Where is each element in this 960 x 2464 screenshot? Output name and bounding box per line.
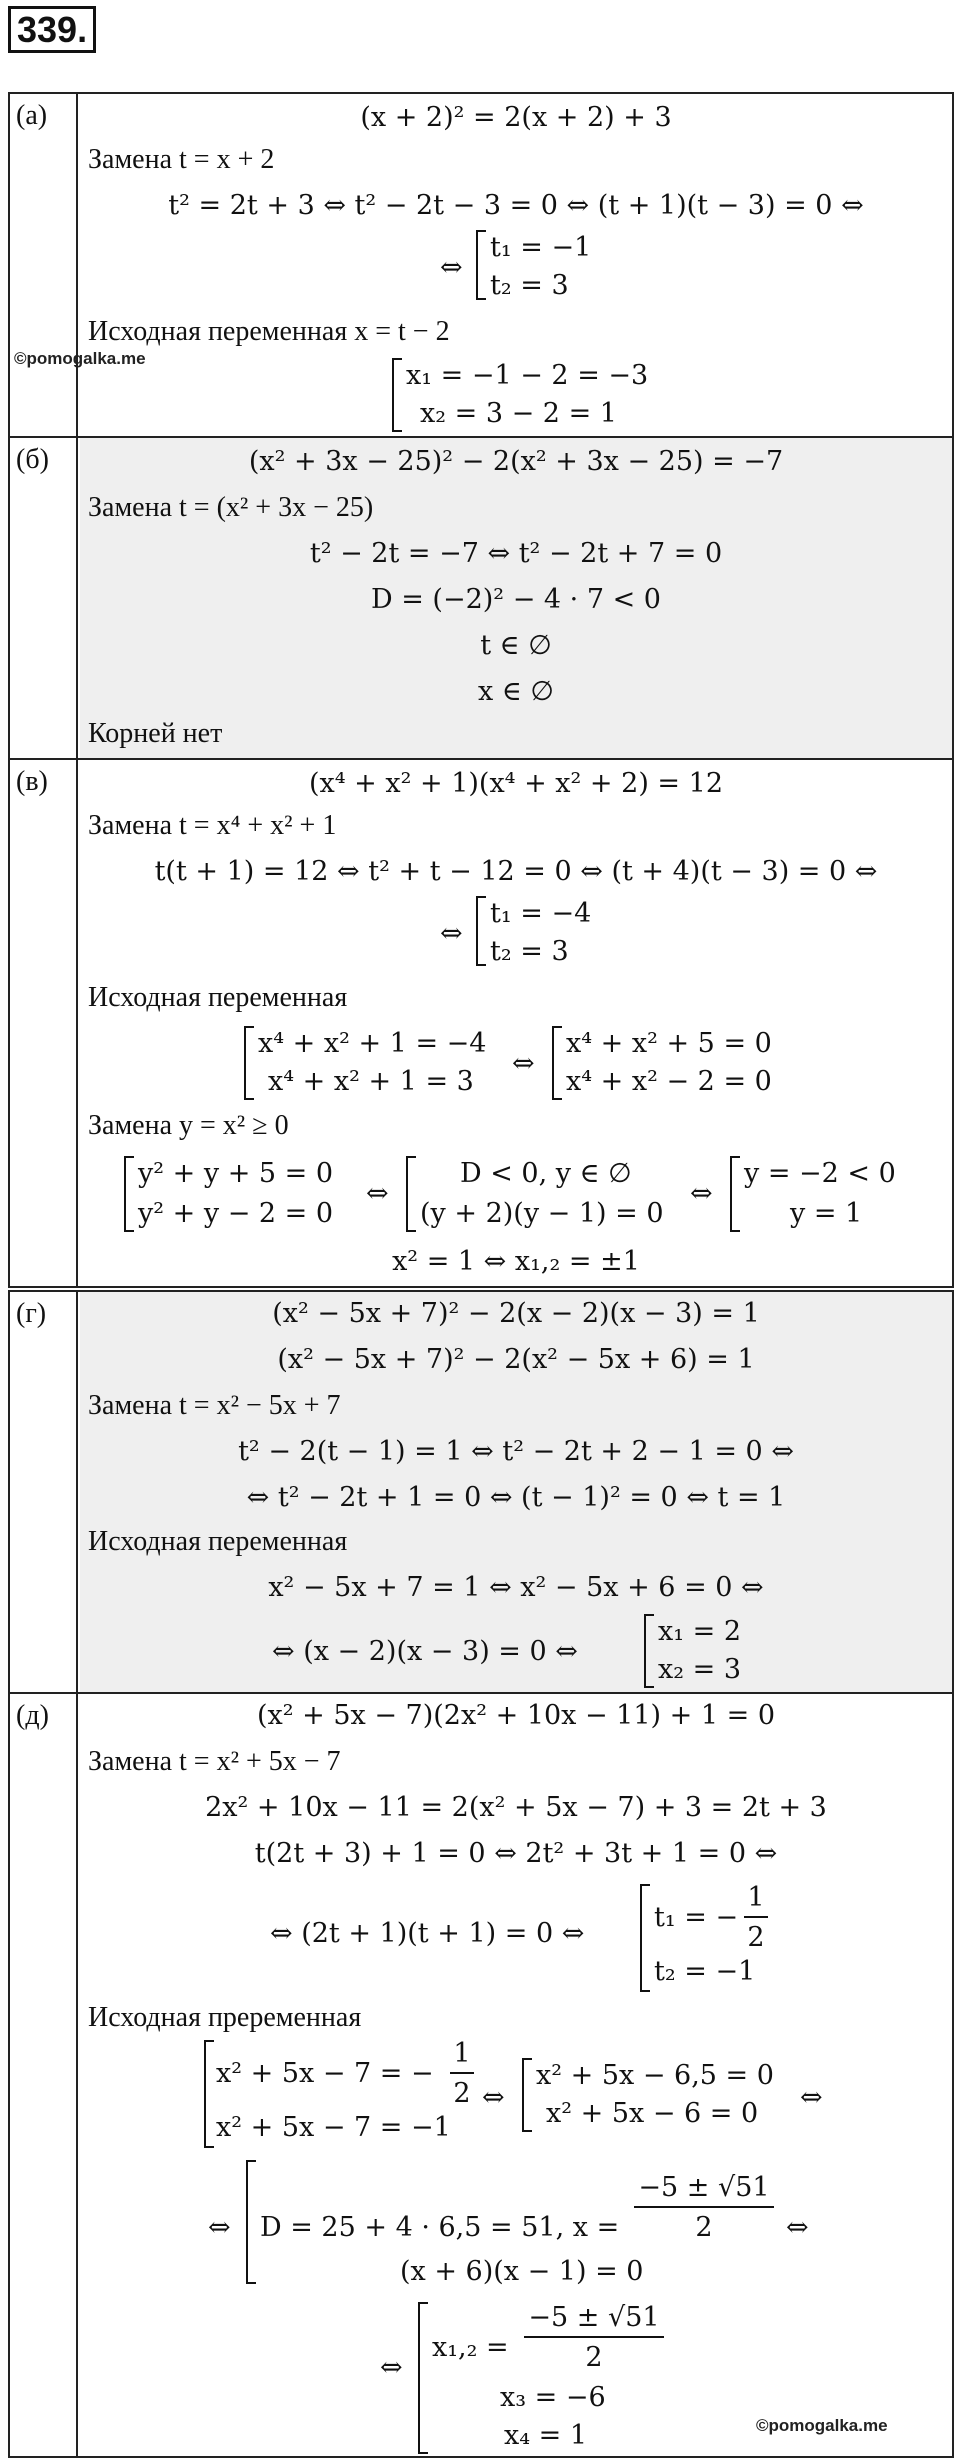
system-bracket [244,1026,254,1100]
fraction-bar [634,2206,774,2208]
substitution-line: Замена y = x² ≥ 0 [88,1110,289,1141]
fraction-numerator: 1 [453,2038,471,2069]
original-variable-line: Исходная переменная [88,1526,348,1557]
system-bracket [124,1156,134,1232]
system-line: x⁴ + x² + 1 = −4 [258,1028,487,1059]
section-d-body [80,1292,952,1692]
system-line: y = −2 < 0 [744,1158,896,1189]
system-line: y = 1 [790,1198,863,1229]
fraction-denominator: 2 [747,1922,765,1953]
equation-line: ⇔ t² − 2t + 1 = 0 ⇔ (t − 1)² = 0 ⇔ t = 1 [246,1482,786,1513]
root-line: t₂ = 3 [490,270,569,301]
original-variable-line: Исходная преременная [88,2002,362,2033]
system-line: D = 25 + 4 · 6,5 = 51, x = [260,2212,620,2243]
fraction-numerator: 1 [747,1882,765,1913]
equivalence-sign: ⇔ [800,2082,823,2113]
system-bracket [476,230,486,300]
answer-line: x₂ = 3 − 2 = 1 [420,398,617,429]
equation-line: t² − 2t = −7 ⇔ t² − 2t + 7 = 0 [309,538,723,569]
system-line: x⁴ + x² + 5 = 0 [566,1028,772,1059]
section-a-label: (а) [10,94,78,436]
section-e-body [80,1694,952,2456]
section-a-body [80,94,952,436]
system-line: x² + 5x − 6,5 = 0 [536,2060,774,2091]
system-bracket [204,2040,214,2148]
substitution-line: Замена t = x² − 5x + 7 [88,1390,341,1421]
system-line: x⁴ + x² − 2 = 0 [566,1066,772,1097]
equation-line: x ∈ ∅ [478,676,554,707]
watermark: ©pomogalka.me [14,349,146,368]
section-d-label: (г) [10,1292,78,1692]
equivalence-sign: ⇔ [380,2352,403,2383]
equation-line: 2x² + 10x − 11 = 2(x² + 5x − 7) + 3 = 2t + 3 [205,1792,827,1823]
equivalence-sign: ⇔ [208,2212,231,2243]
system-bracket [246,2160,256,2284]
equation-line: (x² + 5x − 7)(2x² + 10x − 11) + 1 = 0 [256,1700,776,1731]
system-line: (y + 2)(y − 1) = 0 [420,1198,664,1229]
fraction-bar [524,2336,664,2338]
root-line: t₁ = −4 [490,898,592,929]
fraction-bar [744,1916,768,1918]
root-line: t₁ = −1 [490,232,592,263]
original-variable-line: Исходная переменная x = t − 2 [88,316,450,347]
system-bracket [418,2302,428,2454]
equation-line: t(t + 1) = 12 ⇔ t² + t − 12 = 0 ⇔ (t + 4)(t − 3) = 0 ⇔ [154,856,878,887]
equivalence-sign: ⇔ [440,252,463,283]
equivalence-sign: ⇔ [512,1048,535,1079]
watermark: ©pomogalka.me [756,2416,888,2435]
system-bracket [552,1026,562,1100]
discriminant-line: D = (−2)² − 4 · 7 < 0 [371,584,661,615]
equation-line: (x⁴ + x² + 1)(x⁴ + x² + 2) = 12 [309,768,723,799]
system-bracket [730,1156,740,1232]
equivalence-sign: ⇔ [440,918,463,949]
equivalence-sign: ⇔ [366,1178,389,1209]
system-bracket [522,2058,532,2132]
equation-line: (x² − 5x + 7)² − 2(x² − 5x + 6) = 1 [277,1344,755,1375]
system-line: x² + 5x − 7 = −1 [216,2112,451,2143]
substitution-line: Замена t = (x² + 3x − 25) [88,492,374,523]
answer-line: x₂ = 3 [658,1654,742,1685]
substitution-line: Замена t = x + 2 [88,144,275,175]
section-c [8,758,954,1288]
answer-line: x₃ = −6 [500,2382,606,2413]
root-line: t₂ = 3 [490,936,569,967]
root-line: t₂ = −1 [654,1956,756,1987]
equivalence-sign: ⇔ [690,1178,713,1209]
equation-line: (x² + 3x − 25)² − 2(x² + 3x − 25) = −7 [248,446,784,477]
equation-line: (x² − 5x + 7)² − 2(x − 2)(x − 3) = 1 [272,1298,760,1329]
system-line: x² + 5x − 7 = − [216,2058,434,2089]
system-line: x² + 5x − 6 = 0 [546,2098,759,2129]
system-bracket [644,1614,654,1688]
equation-line: x² − 5x + 7 = 1 ⇔ x² − 5x + 6 = 0 ⇔ [268,1572,764,1603]
section-d [8,1290,954,1694]
fraction-numerator: −5 ± √51 [638,2172,770,2203]
section-c-body [80,760,952,1286]
answer-line: x₁ = 2 [658,1616,742,1647]
equation-line: t ∈ ∅ [480,630,552,661]
fraction-bar [450,2072,474,2074]
section-a [8,92,954,438]
root-line: t₁ = − [654,1902,739,1933]
system-bracket [640,1884,650,1992]
system-bracket [476,896,486,966]
fraction-numerator: −5 ± √51 [528,2302,660,2333]
equation-line: t² = 2t + 3 ⇔ t² − 2t − 3 = 0 ⇔ (t + 1)(t − 3) = 0 ⇔ [168,190,864,221]
answer-line: x₁ = −1 − 2 = −3 [406,360,649,391]
fraction-denominator: 2 [695,2212,713,2243]
section-c-label: (в) [10,760,78,1286]
substitution-line: Замена t = x⁴ + x² + 1 [88,810,337,841]
equation-line: t(2t + 3) + 1 = 0 ⇔ 2t² + 3t + 1 = 0 ⇔ [254,1838,778,1869]
system-line: y² + y + 5 = 0 [138,1158,334,1189]
system-line: x⁴ + x² + 1 = 3 [268,1066,474,1097]
equivalence-sign: ⇔ [482,2082,505,2113]
fraction-denominator: 2 [585,2342,603,2373]
system-line: y² + y − 2 = 0 [138,1198,334,1229]
section-b [8,436,954,760]
answer-line: x² = 1 ⇔ x₁,₂ = ±1 [392,1246,640,1277]
equation-line: ⇔ (x − 2)(x − 3) = 0 ⇔ [272,1636,578,1667]
system-bracket [406,1156,416,1232]
equation-line: t² − 2(t − 1) = 1 ⇔ t² − 2t + 2 − 1 = 0 ⇔ [238,1436,794,1467]
section-b-label: (б) [10,438,78,758]
problem-number: 339. [8,6,96,53]
equivalence-sign: ⇔ [786,2212,809,2243]
system-line: (x + 6)(x − 1) = 0 [400,2256,644,2287]
answer-line: x₄ = 1 [504,2420,588,2451]
fraction-denominator: 2 [453,2078,471,2109]
substitution-line: Замена t = x² + 5x − 7 [88,1746,341,1777]
system-bracket [392,358,402,432]
equation-line: ⇔ (2t + 1)(t + 1) = 0 ⇔ [270,1918,585,1949]
section-e-label: (д) [10,1694,78,2456]
section-b-body [80,438,952,758]
conclusion-line: Корней нет [88,718,223,749]
original-variable-line: Исходная переменная [88,982,348,1013]
answer-line: x₁,₂ = [432,2332,509,2363]
equation-line: (x + 2)² = 2(x + 2) + 3 [360,102,672,133]
system-line: D < 0, y ∈ ∅ [460,1158,632,1189]
section-e [8,1692,954,2458]
